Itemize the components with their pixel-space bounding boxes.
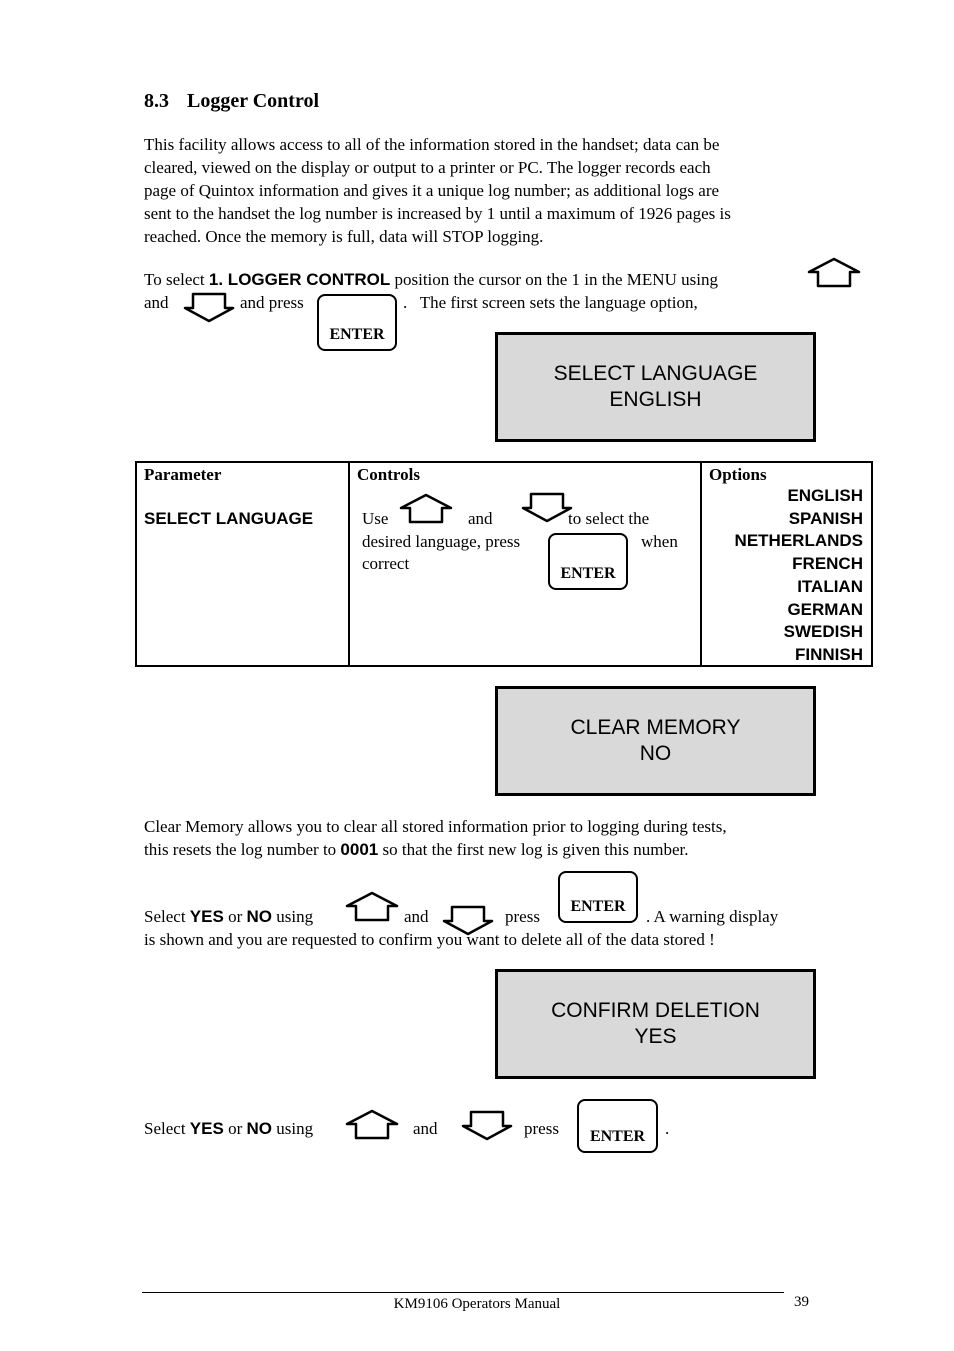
lcd-line: CLEAR MEMORY (570, 716, 741, 739)
option-item: NETHERLANDS (734, 531, 863, 551)
table-border-right (871, 461, 873, 666)
intro-paragraph (144, 133, 824, 248)
first-screen-text: . The first screen sets the language option, (403, 293, 698, 312)
intro-line: cleared, viewed on the display or output to a printer or PC. The logger records each (144, 158, 711, 177)
and-text: and (144, 293, 169, 312)
down-arrow-icon (520, 490, 574, 524)
option-item: ENGLISH (787, 486, 863, 505)
intro-line: This facility allows access to all of the information stored in the handset; data can be (144, 135, 720, 154)
select-yes-no-1: Select YES or NO using (144, 907, 314, 926)
controls-use: Use (362, 509, 389, 528)
controls-when: when (641, 532, 678, 551)
footer-title: KM9106 Operators Manual (393, 1296, 561, 1312)
up-arrow-icon (398, 492, 454, 526)
footer-rule (142, 1292, 784, 1293)
log-number-reset: 0001 (340, 840, 379, 859)
and-press-text: and press (240, 293, 304, 312)
intro-line: sent to the handset the log number is increased by 1 until a maximum of 1926 pages is (144, 204, 731, 223)
section-heading (144, 90, 319, 113)
lcd-line: CONFIRM DELETION (551, 999, 760, 1022)
header-options: Options (709, 465, 767, 484)
lcd-select-language (495, 332, 816, 442)
enter-key-icon: ENTER (577, 1099, 658, 1153)
lcd-line: SELECT LANGUAGE (553, 362, 758, 385)
press-text: press (524, 1119, 559, 1138)
intro-line: reached. Once the memory is full, data will STOP logging. (144, 227, 544, 246)
lcd-line: NO (639, 742, 672, 765)
and-text: and (413, 1119, 438, 1138)
section-title: Logger Control (187, 90, 320, 112)
intro-line: page of Quintox information and gives it a unique log number; as additional logs are (144, 181, 720, 200)
and-text: and (404, 907, 429, 926)
lcd-line: ENGLISH (609, 388, 702, 411)
down-arrow-icon (182, 290, 236, 324)
select-yes-no-2: Select YES or NO using (144, 1119, 314, 1138)
header-parameter: Parameter (144, 465, 222, 484)
lcd-clear-memory (495, 686, 816, 796)
up-arrow-icon (806, 256, 862, 290)
period-text: . (665, 1119, 670, 1138)
section-number: 8.3 (144, 90, 169, 112)
option-item: GERMAN (787, 599, 863, 619)
clear-line: this resets the log number to 0001 so that the first new log is given this number. (144, 840, 689, 859)
page-number: 39 (794, 1294, 809, 1310)
controls-desired: desired language, press (362, 532, 521, 551)
option-item: ITALIAN (797, 576, 863, 596)
header-controls: Controls (357, 465, 420, 484)
lcd-line: YES (634, 1025, 677, 1048)
down-arrow-icon (460, 1108, 514, 1142)
controls-to-select: to select the (568, 509, 650, 528)
select-instruction-line1: To select 1. LOGGER CONTROL position the cursor on the 1 in the MENU using (144, 270, 718, 289)
parameter-select-language: SELECT LANGUAGE (144, 509, 314, 528)
option-item: SWEDISH (783, 622, 863, 642)
option-item: FRENCH (792, 554, 863, 574)
logger-control-label: 1. LOGGER CONTROL (208, 270, 391, 289)
option-item: FINNISH (795, 644, 863, 664)
up-arrow-icon (344, 890, 400, 924)
controls-and: and (468, 509, 493, 528)
lcd-confirm-deletion (495, 969, 816, 1079)
table-border-col (700, 461, 702, 666)
table-border-col (348, 461, 350, 666)
clear-line: Clear Memory allows you to clear all stored information prior to logging during tests, (144, 817, 727, 836)
up-arrow-icon (344, 1108, 400, 1142)
press-text: press (505, 907, 540, 926)
enter-key-icon: ENTER (548, 533, 628, 590)
table-border-left (135, 461, 137, 666)
controls-correct: correct (362, 554, 410, 573)
clear-memory-paragraph (144, 815, 727, 861)
options-list (705, 485, 863, 667)
option-item: SPANISH (788, 508, 863, 528)
warning-line2: is shown and you are requested to confirm you want to delete all of the data stored ! (144, 930, 715, 949)
warning-text: . A warning display (646, 907, 779, 926)
enter-key-icon: ENTER (558, 871, 638, 923)
enter-key-icon: ENTER (317, 294, 397, 351)
